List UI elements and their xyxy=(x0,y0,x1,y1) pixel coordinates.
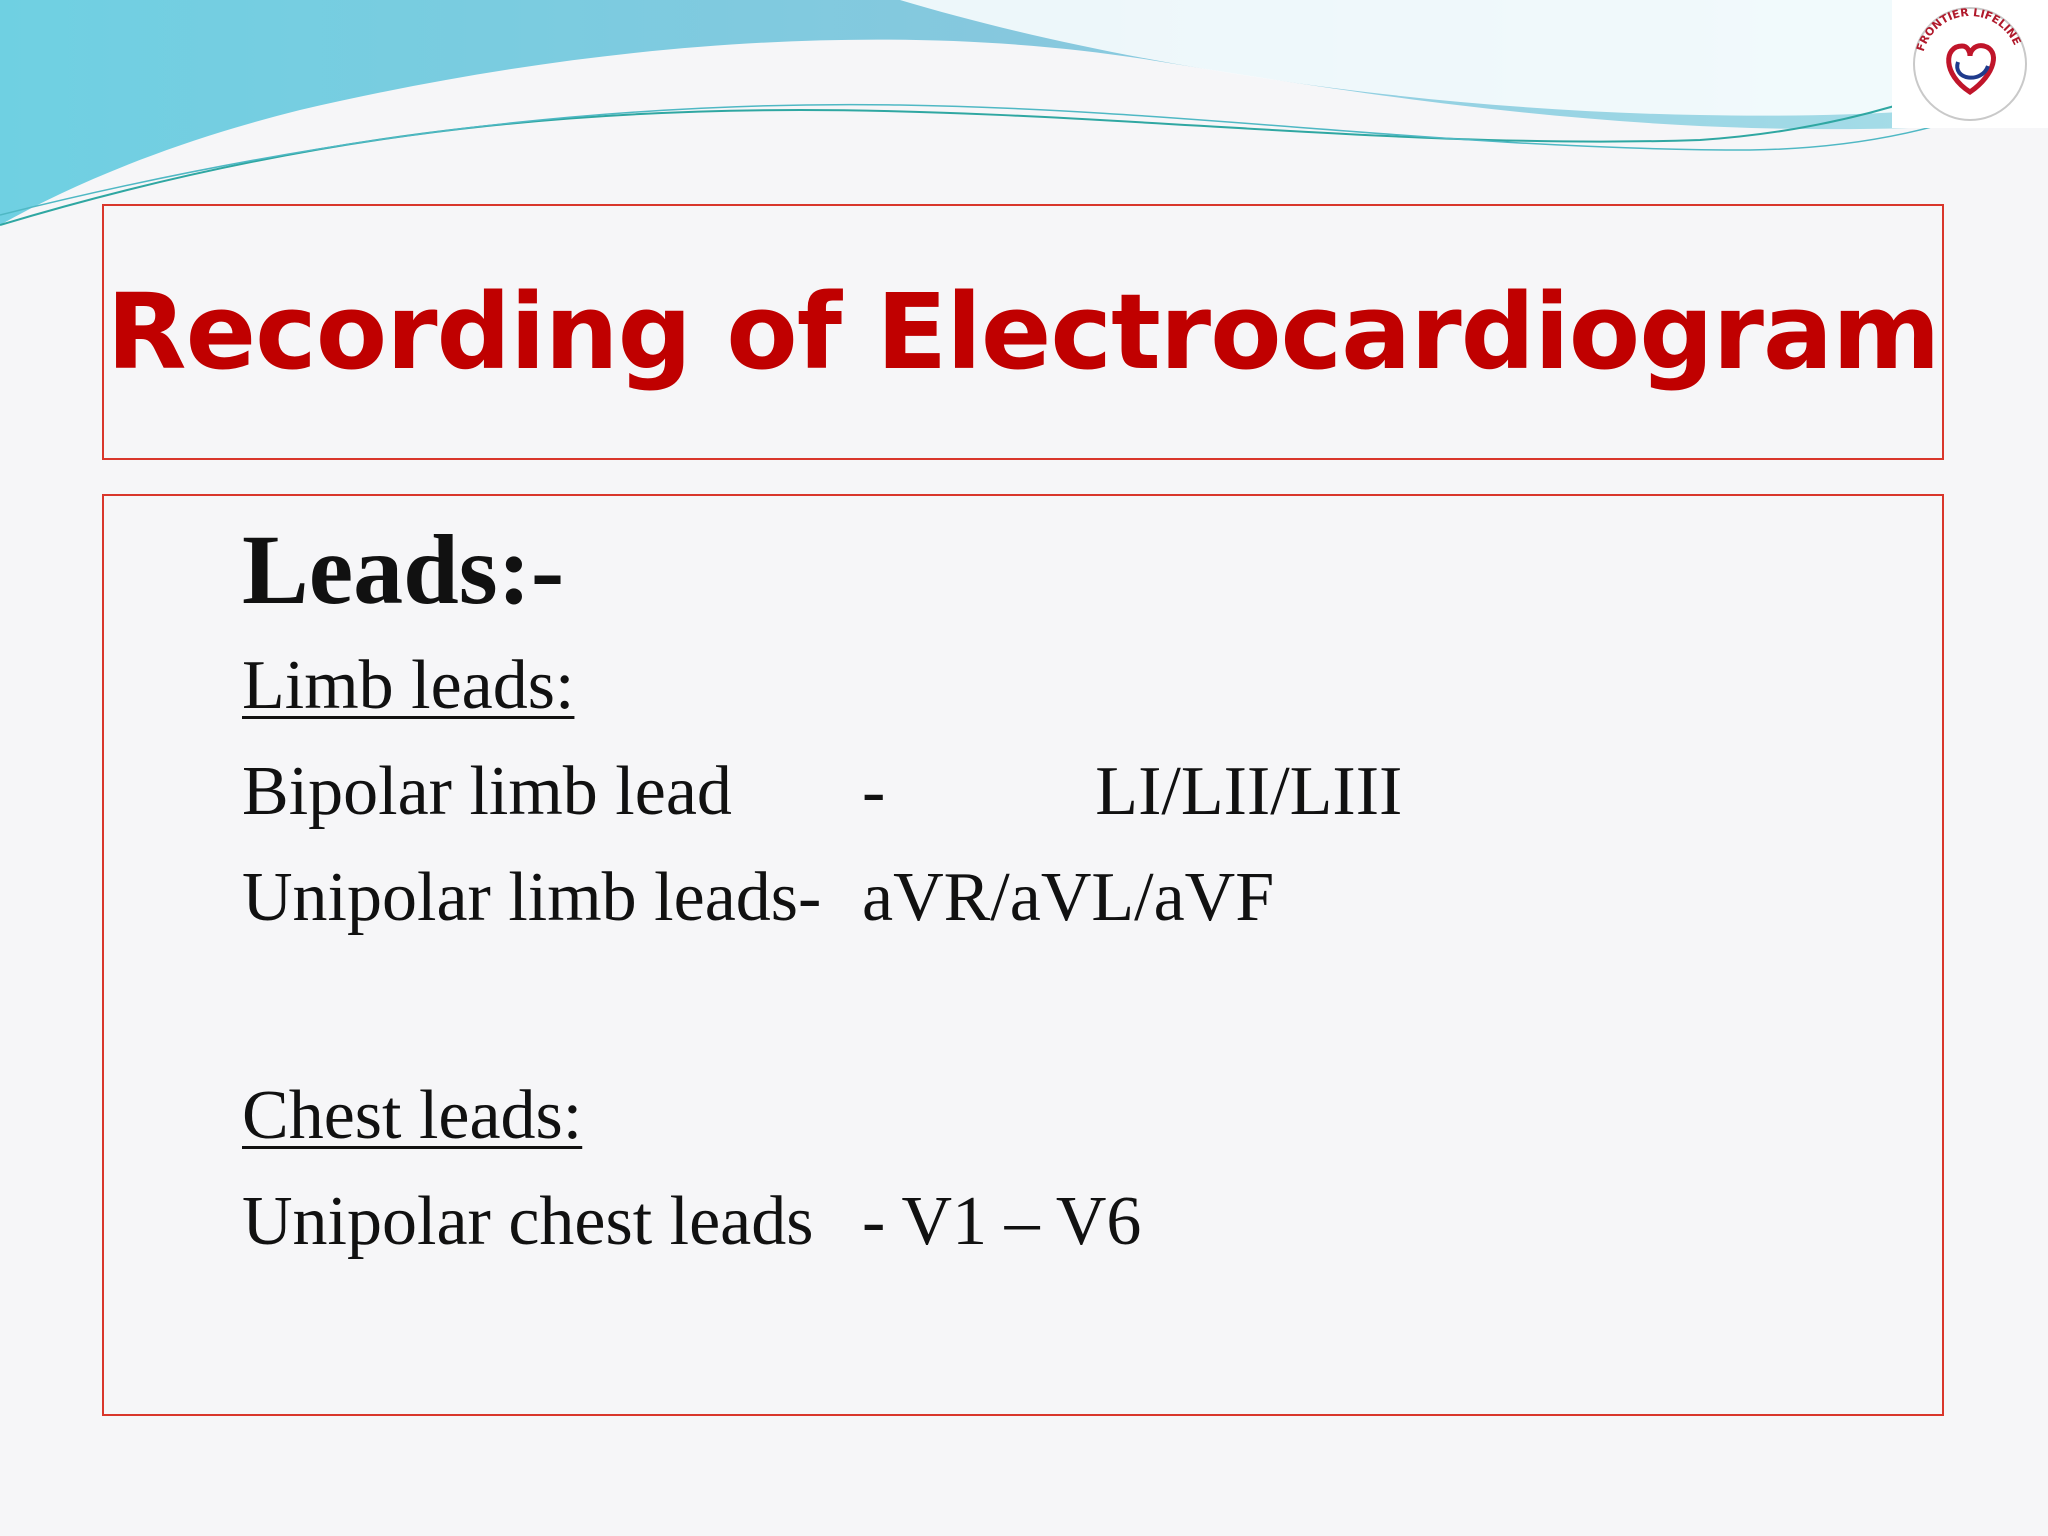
bipolar-limb-value: - LI/LII/LIII xyxy=(862,753,1403,830)
svg-text:FRONTIER LIFELINE: FRONTIER LIFELINE xyxy=(1913,5,2024,54)
chest-leads-label: Chest leads: xyxy=(242,1077,583,1154)
bipolar-limb-label: Bipolar limb lead xyxy=(242,753,732,830)
heart-logo-icon xyxy=(1892,0,2048,128)
leads-heading: Leads:- xyxy=(242,514,565,625)
unipolar-limb-label: Unipolar limb leads- xyxy=(242,859,822,936)
title-box xyxy=(102,204,1944,460)
unipolar-limb-value: aVR/aVL/aVF xyxy=(862,859,1275,936)
frontier-lifeline-logo xyxy=(1892,0,2048,128)
unipolar-chest-value: - V1 – V6 xyxy=(862,1183,1142,1260)
unipolar-limb-row xyxy=(242,858,1275,938)
unipolar-chest-label: Unipolar chest leads xyxy=(242,1183,814,1260)
limb-leads-label: Limb leads: xyxy=(242,647,575,724)
content-box xyxy=(102,494,1944,1416)
unipolar-chest-row xyxy=(242,1182,1142,1262)
bipolar-limb-row xyxy=(242,752,1403,832)
slide-title: Recording of Electrocardiogram xyxy=(106,271,1940,393)
